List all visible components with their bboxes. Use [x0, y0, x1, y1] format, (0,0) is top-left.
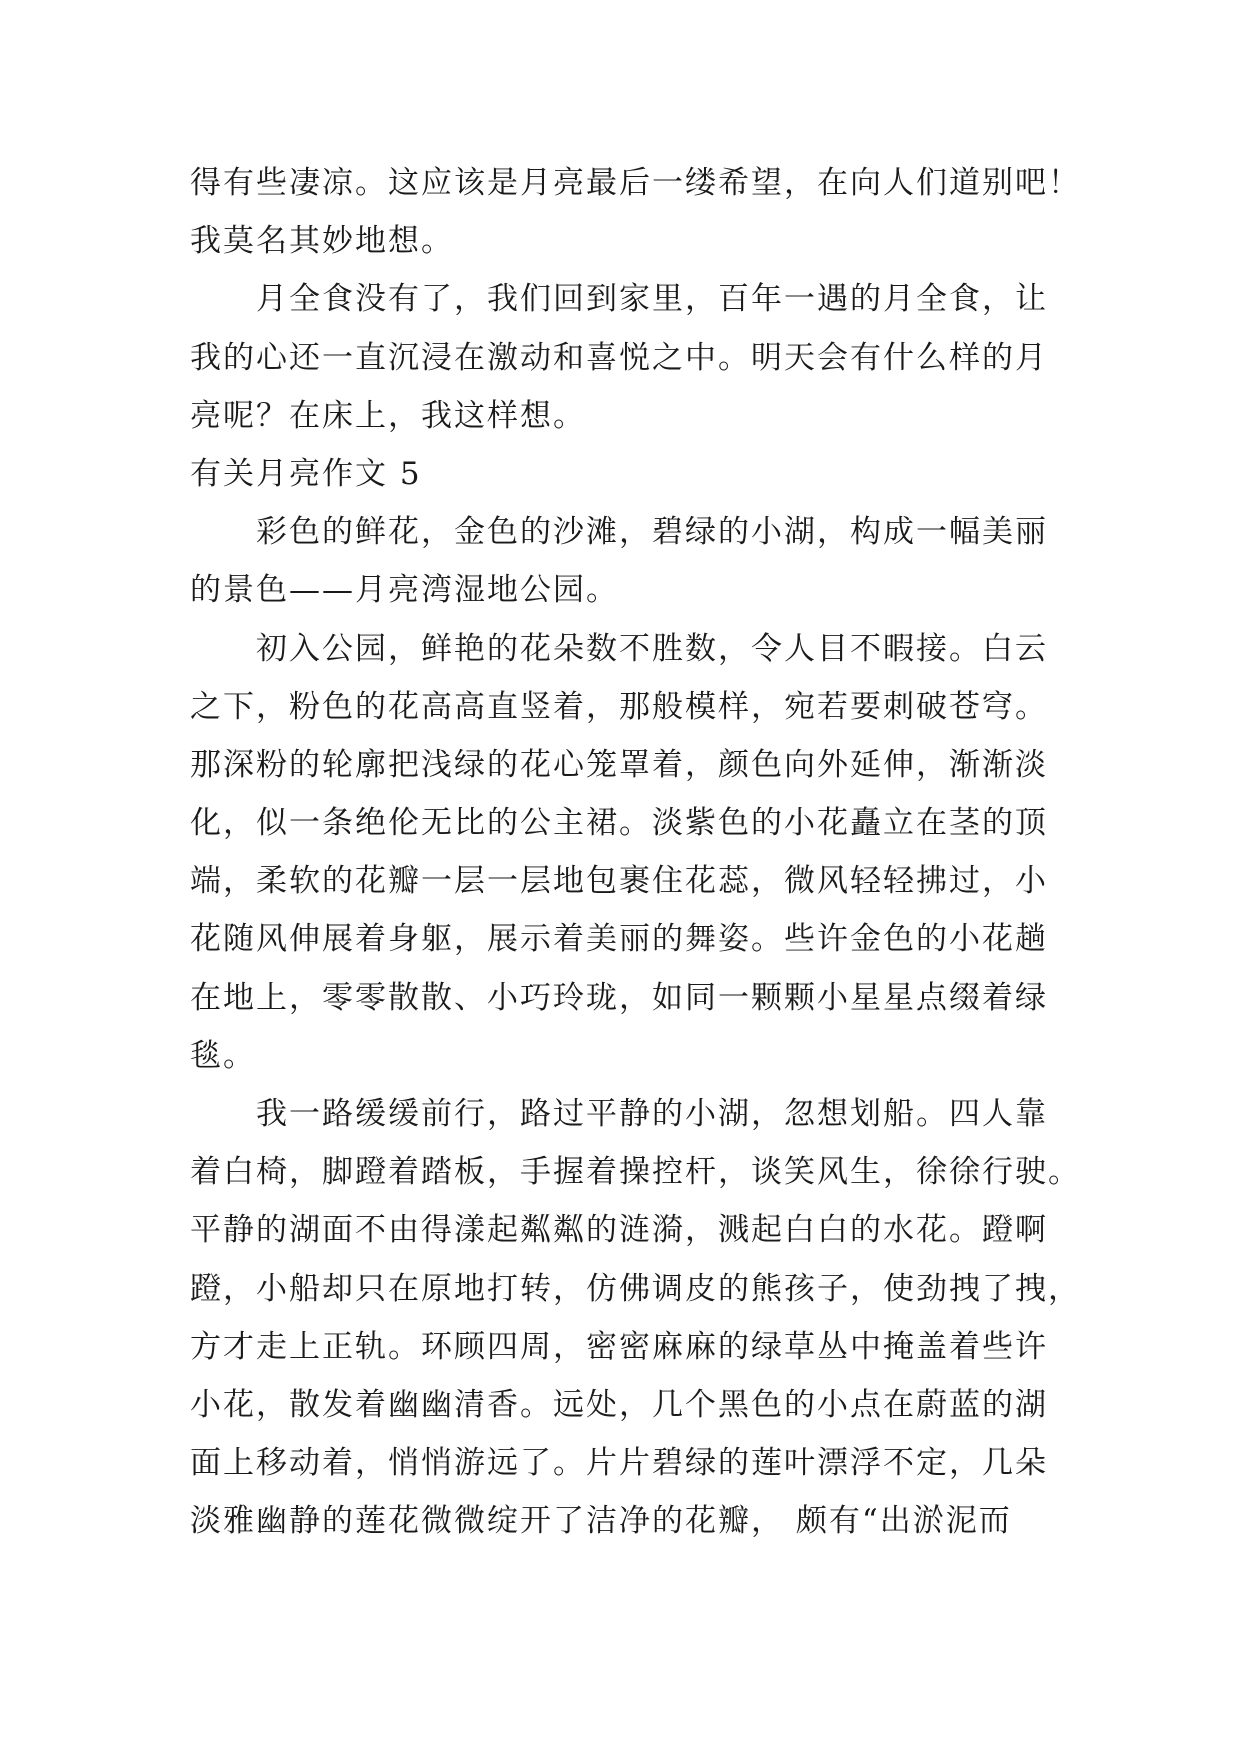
- text-line: 蹬，小船却只在原地打转，仿佛调皮的熊孩子，使劲拽了拽，: [190, 1270, 1081, 1307]
- text-line: 花随风伸展着身躯，展示着美丽的舞姿。些许金色的小花趟: [190, 921, 1048, 958]
- text-line: 平静的湖面不由得漾起粼粼的涟漪，溅起白白的水花。蹬啊: [190, 1212, 1048, 1249]
- text-line: 那深粉的轮廓把浅绿的花心笼罩着，颜色向外延伸，渐渐淡: [190, 746, 1048, 783]
- text-line: 的景色——月亮湾湿地公园。: [190, 572, 619, 609]
- paragraph-start-line: 月全食没有了，我们回到家里，百年一遇的月全食，让: [256, 281, 1048, 318]
- text-line: 我的心还一直沉浸在激动和喜悦之中。明天会有什么样的月: [190, 339, 1048, 376]
- paragraph-start-line: 初入公园，鲜艳的花朵数不胜数，令人目不暇接。白云: [256, 630, 1048, 667]
- document-body: [190, 154, 1081, 1551]
- text-line: 小花，散发着幽幽清香。远处，几个黑色的小点在蔚蓝的湖: [190, 1386, 1048, 1423]
- text-line: 我莫名其妙地想。: [190, 223, 454, 260]
- paragraph-start-line: 彩色的鲜花，金色的沙滩，碧绿的小湖，构成一幅美丽: [256, 514, 1048, 551]
- text-line: 面上移动着，悄悄游远了。片片碧绿的莲叶漂浮不定，几朵: [190, 1445, 1048, 1482]
- text-line: 淡雅幽静的莲花微微绽开了洁净的花瓣， 颇有“出淤泥而: [190, 1503, 1012, 1540]
- text-line: 得有些凄凉。这应该是月亮最后一缕希望，在向人们道别吧！: [190, 165, 1081, 201]
- text-line: 化，似一条绝伦无比的公主裙。淡紫色的小花矗立在茎的顶: [190, 805, 1048, 842]
- text-line: 之下，粉色的花高高直竖着，那般模样，宛若要刺破苍穹。: [190, 688, 1048, 725]
- text-line: 在地上，零零散散、小巧玲珑，如同一颗颗小星星点缀着绿: [190, 979, 1048, 1016]
- text-line: 方才走上正轨。环顾四周，密密麻麻的绿草丛中掩盖着些许: [190, 1328, 1048, 1365]
- section-heading: 有关月亮作文 5: [190, 455, 422, 492]
- text-line: 端，柔软的花瓣一层一层地包裹住花蕊，微风轻轻拂过，小: [190, 863, 1048, 900]
- paragraph-start-line: 我一路缓缓前行，路过平静的小湖，忽想划船。四人靠: [256, 1096, 1048, 1132]
- text-line: 着白椅，脚蹬着踏板，手握着操控杆，谈笑风生，徐徐行驶。: [190, 1154, 1081, 1191]
- text-line: 亮呢？在床上，我这样想。: [190, 397, 586, 434]
- text-line: 毯。: [190, 1037, 256, 1074]
